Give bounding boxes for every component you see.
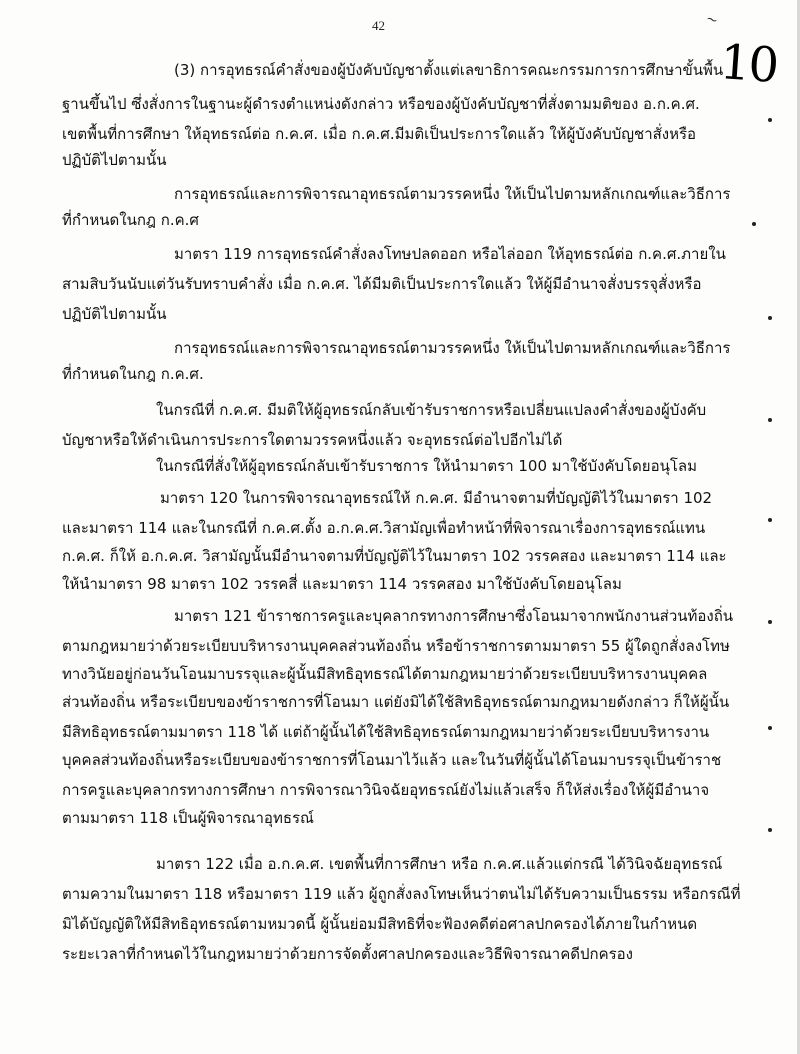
scan-speck [768, 118, 772, 122]
scan-speck [752, 222, 756, 226]
text-line: มิได้บัญญัติให้มีสิทธิอุทธรณ์ตามหมวดนี้ ผู้นั้นย่อมมีสิทธิที่จะฟ้องคดีต่อศาลปกครองได้ภายในกำหนด [62, 915, 698, 933]
text-line: ตามมาตรา 118 เป็นผู้พิจารณาอุทธรณ์ [62, 809, 314, 827]
text-line: ที่กำหนดในกฎ ก.ค.ศ [62, 211, 199, 229]
text-line: ปฏิบัติไปตามนั้น [62, 305, 167, 323]
text-line: บัญชาหรือให้ดำเนินการประการใดตามวรรคหนึ่งแล้ว จะอุทธรณ์ต่อไปอีกไม่ได้ [62, 431, 563, 449]
text-line: และมาตรา 114 และในกรณีที่ ก.ค.ศ.ตั้ง อ.ก.ค.ศ.วิสามัญเพื่อทำหน้าที่พิจารณาเรื่องการอุทธรณ์แทน [62, 519, 706, 537]
text-line: การอุทธรณ์และการพิจารณาอุทธรณ์ตามวรรคหนึ่ง ให้เป็นไปตามหลักเกณฑ์และวิธีการ [174, 339, 731, 357]
handwritten-number: 10 [718, 34, 779, 94]
scan-speck [768, 726, 772, 730]
text-line: เขตพื้นที่การศึกษา ให้อุทธรณ์ต่อ ก.ค.ศ. เมื่อ ก.ค.ศ.มีมติเป็นประการใดแล้ว ให้ผู้บังคับบัญชาสั่งหรือ [62, 125, 697, 143]
text-line: ตามกฎหมายว่าด้วยระเบียบบริหารงานบุคคลส่วนท้องถิ่น หรือข้าราชการตามมาตรา 55 ผู้ใดถูกสั่งลงโทษ [62, 637, 730, 655]
text-line: ส่วนท้องถิ่น หรือระเบียบของข้าราชการที่โอนมา แต่ยังมิได้ใช้สิทธิอุทธรณ์ตามกฎหมายดังกล่าว ก็ให้ผู้นั้น [62, 693, 730, 711]
text-line: การครูและบุคลากรทางการศึกษา การพิจารณาวินิจฉัยอุทธรณ์ยังไม่แล้วเสร็จ ก็ให้ส่งเรื่องให้ผู้มีอำนาจ [62, 781, 710, 799]
scan-speck [768, 518, 772, 522]
text-line: มีสิทธิอุทธรณ์ตามมาตรา 118 ได้ แต่ถ้าผู้นั้นได้ใช้สิทธิอุทธรณ์ตามกฎหมายว่าด้วยระเบียบบริหารงาน [62, 723, 710, 741]
text-line: ปฏิบัติไปตามนั้น [62, 151, 167, 169]
scan-speck [768, 418, 772, 422]
text-line: บุคคลส่วนท้องถิ่นหรือระเบียบของข้าราชการที่โอนมาไว้แล้ว และในวันที่ผู้นั้นได้โอนมาบรรจุเป็นข้าราช [62, 751, 722, 769]
text-line: การอุทธรณ์และการพิจารณาอุทธรณ์ตามวรรคหนึ่ง ให้เป็นไปตามหลักเกณฑ์และวิธีการ [174, 185, 731, 203]
corner-mark: ~ [703, 10, 721, 30]
text-line: ที่กำหนดในกฎ ก.ค.ศ. [62, 365, 204, 383]
text-line: ก.ค.ศ. ก็ให้ อ.ก.ค.ศ. วิสามัญนั้นมีอำนาจตามที่บัญญัติไว้ในมาตรา 102 วรรคสอง และมาตรา 114 และ [62, 547, 727, 565]
page-number: 42 [372, 18, 385, 33]
text-line: ให้นำมาตรา 98 มาตรา 102 วรรคสี่ และมาตรา 114 วรรคสอง มาใช้บังคับโดยอนุโลม [62, 575, 622, 593]
text-line: มาตรา 122 เมื่อ อ.ก.ค.ศ. เขตพื้นที่การศึกษา หรือ ก.ค.ศ.แล้วแต่กรณี ได้วินิจฉัยอุทธรณ์ [156, 855, 723, 873]
scan-speck [768, 316, 772, 320]
text-line: (3) การอุทธรณ์คำสั่งของผู้บังคับบัญชาตั้งแต่เลขาธิการคณะกรรมการการศึกษาขั้นพื้น [174, 61, 724, 79]
text-line: ทางวินัยอยู่ก่อนวันโอนมาบรรจุและผู้นั้นมีสิทธิอุทธรณ์ได้ตามกฎหมายว่าด้วยระเบียบบริหารงานบุคคล [62, 665, 708, 683]
text-line: ตามความในมาตรา 118 หรือมาตรา 119 แล้ว ผู้ถูกสั่งลงโทษเห็นว่าตนไม่ได้รับความเป็นธรรม หรือกรณีที่ [62, 885, 741, 903]
text-line: มาตรา 120 ในการพิจารณาอุทธรณ์ให้ ก.ค.ศ. มีอำนาจตามที่บัญญัติไว้ในมาตรา 102 [160, 489, 713, 507]
text-line: ในกรณีที่สั่งให้ผู้อุทธรณ์กลับเข้ารับราชการ ให้นำมาตรา 100 มาใช้บังคับโดยอนุโลม [156, 457, 697, 475]
text-line: ระยะเวลาที่กำหนดไว้ในกฎหมายว่าด้วยการจัดตั้งศาลปกครองและวิธีพิจารณาคดีปกครอง [62, 945, 633, 963]
text-line: มาตรา 119 การอุทธรณ์คำสั่งลงโทษปลดออก หรือไล่ออก ให้อุทธรณ์ต่อ ก.ค.ศ.ภายใน [174, 245, 726, 263]
text-line: ในกรณีที่ ก.ค.ศ. มีมติให้ผู้อุทธรณ์กลับเข้ารับราชการหรือเปลี่ยนแปลงคำสั่งของผู้บังคับ [156, 401, 707, 419]
text-line: สามสิบวันนับแต่วันรับทราบคำสั่ง เมื่อ ก.ค.ศ. ได้มีมติเป็นประการใดแล้ว ให้ผู้มีอำนาจสั่งบรรจุสั่งหรือ [62, 275, 702, 293]
text-line: ฐานขึ้นไป ซึ่งสั่งการในฐานะผู้ดำรงตำแหน่งดังกล่าว หรือของผู้บังคับบัญชาที่สั่งตามมติของ อ.ก.ค.ศ. [62, 95, 700, 113]
scan-speck [768, 620, 772, 624]
scan-speck [768, 828, 772, 832]
text-line: มาตรา 121 ข้าราชการครูและบุคลากรทางการศึกษาซึ่งโอนมาจากพนักงานส่วนท้องถิ่น [174, 607, 734, 625]
